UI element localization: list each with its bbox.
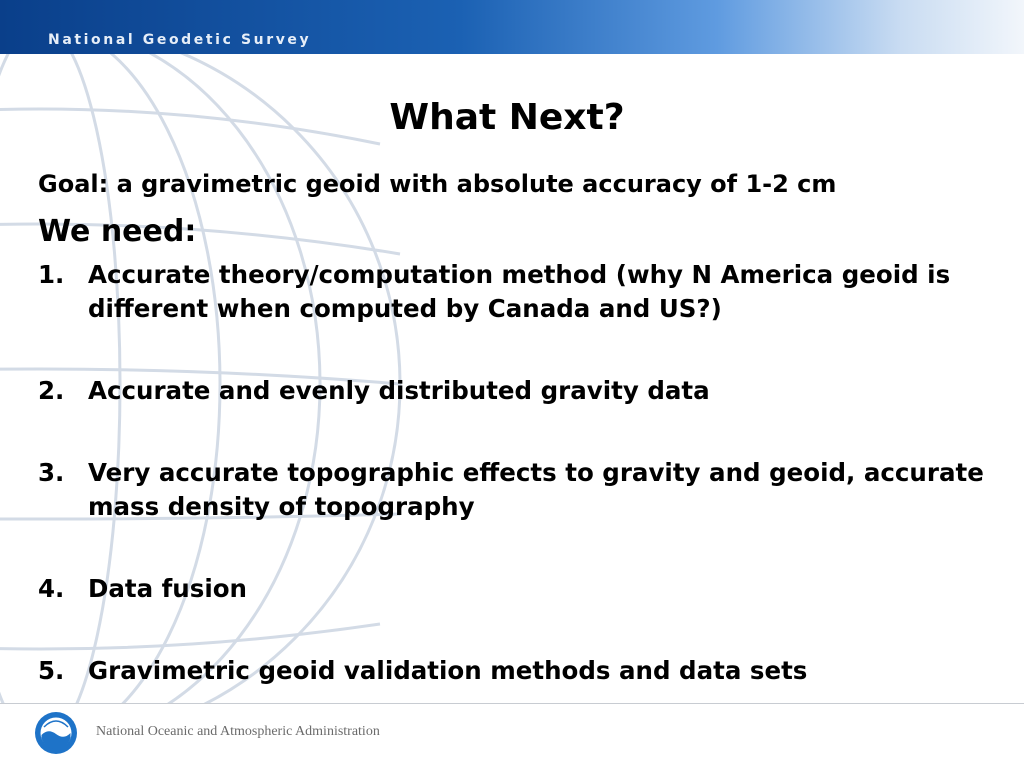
footer-organization: National Oceanic and Atmospheric Administration [96, 724, 380, 739]
list-item-text: Data fusion [88, 574, 247, 603]
list-item-number: 5. [38, 656, 65, 685]
agency-title: National Geodetic Survey [48, 32, 312, 48]
list-item-text: Accurate and evenly distributed gravity data [88, 376, 710, 405]
list-item-text: Accurate theory/computation method (why N America geoid is different when computed by Canada and US?) [88, 260, 951, 323]
slide-title: What Next? [389, 97, 625, 138]
noaa-logo-icon [34, 711, 78, 755]
list-item [38, 258, 988, 326]
list-item-number: 3. [38, 458, 65, 487]
header-banner [0, 0, 1024, 54]
footer-divider [0, 703, 1024, 704]
list-item-text: Very accurate topographic effects to gravity and geoid, accurate mass density of topography [88, 458, 984, 521]
goal-statement: Goal: a gravimetric geoid with absolute accuracy of 1-2 cm [38, 170, 837, 198]
list-item-number: 2. [38, 376, 65, 405]
list-item-number: 1. [38, 260, 65, 289]
list-item-number: 4. [38, 574, 65, 603]
list-item [38, 374, 988, 408]
list-item [38, 654, 988, 688]
list-item [38, 572, 988, 606]
need-heading: We need: [38, 214, 197, 249]
list-item-text: Gravimetric geoid validation methods and data sets [88, 656, 808, 685]
list-item [38, 456, 988, 524]
